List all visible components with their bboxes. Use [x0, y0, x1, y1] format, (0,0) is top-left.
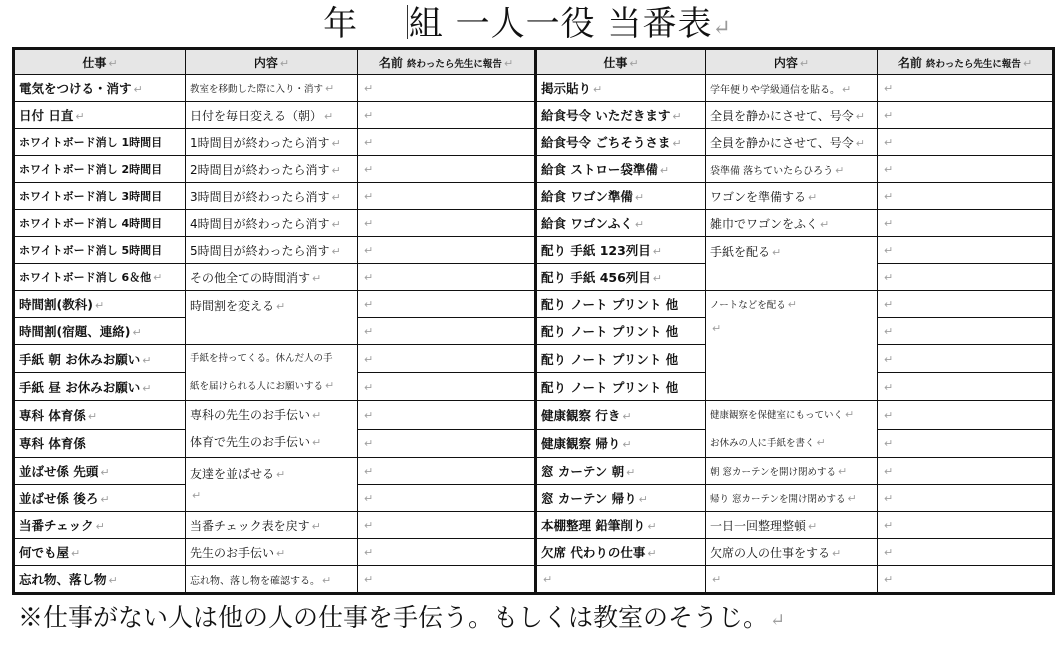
header-content: 内容 ↵: [186, 49, 358, 75]
table-row: [14, 401, 1054, 430]
paragraph-mark-icon: ↵: [712, 16, 732, 41]
job-cell: 健康観察 帰り ↵: [536, 429, 706, 458]
name-cell[interactable]: ↵: [358, 566, 536, 594]
job-cell: 給食 ストロー袋準備 ↵: [536, 156, 706, 183]
job-cell: ホワイトボード消し 2時間目: [14, 156, 186, 183]
name-cell[interactable]: ↵: [358, 429, 536, 458]
job-cell: 忘れ物、落し物 ↵: [14, 566, 186, 594]
job-cell: 配り ノート プリント 他: [536, 373, 706, 401]
content-cell: ↵: [706, 566, 878, 594]
job-cell: 手紙 昼 お休みお願い ↵: [14, 373, 186, 401]
name-cell[interactable]: ↵: [358, 102, 536, 129]
name-cell[interactable]: ↵: [878, 539, 1054, 566]
name-cell[interactable]: ↵: [878, 318, 1054, 345]
job-cell: 時間割(宿題、連絡) ↵: [14, 318, 186, 345]
name-cell[interactable]: ↵: [358, 458, 536, 485]
job-cell: 当番チェック ↵: [14, 512, 186, 539]
table-row: [14, 485, 1054, 512]
name-cell[interactable]: ↵: [358, 373, 536, 401]
job-cell: 給食 ワゴン準備 ↵: [536, 183, 706, 210]
job-cell: 配り ノート プリント 他: [536, 345, 706, 373]
content-cell: 袋準備 落ちていたらひろう ↵: [706, 156, 878, 183]
job-cell: ホワイトボード消し 1時間目: [14, 129, 186, 156]
name-cell[interactable]: ↵: [358, 129, 536, 156]
content-cell: 日付を毎日変える（朝） ↵: [186, 102, 358, 129]
job-cell: 専科 体育係: [14, 429, 186, 458]
table-row: [14, 183, 1054, 210]
table-row: [14, 458, 1054, 485]
job-cell: ホワイトボード消し 5時間目: [14, 237, 186, 264]
job-cell: 掲示貼り ↵: [536, 75, 706, 102]
table-header-row: [14, 49, 1054, 75]
name-cell[interactable]: ↵: [358, 210, 536, 237]
name-cell[interactable]: ↵: [358, 183, 536, 210]
job-cell: 給食号令 ごちそうさま ↵: [536, 129, 706, 156]
table-row: [14, 210, 1054, 237]
job-cell: 並ばせ係 先頭 ↵: [14, 458, 186, 485]
page-title: [0, 2, 1055, 51]
content-cell: 学年便りや学級通信を貼る。 ↵: [706, 75, 878, 102]
name-cell[interactable]: ↵: [358, 485, 536, 512]
table-row: [14, 373, 1054, 401]
content-cell: 教室を移動した際に入り・消す ↵: [186, 75, 358, 102]
content-cell: 当番チェック表を戻す ↵: [186, 512, 358, 539]
content-cell: 専科の先生のお手伝い ↵ 体育で先生のお手伝い ↵: [186, 401, 358, 458]
job-cell: 時間割(教科) ↵: [14, 291, 186, 318]
name-cell[interactable]: ↵: [358, 345, 536, 373]
table-row: [14, 318, 1054, 345]
table-row: [14, 345, 1054, 373]
header-name-2: 名前 終わったら先生に報告 ↵: [878, 49, 1054, 75]
job-cell: ホワイトボード消し 3時間目: [14, 183, 186, 210]
name-cell[interactable]: ↵: [878, 458, 1054, 485]
name-cell[interactable]: ↵: [878, 566, 1054, 594]
content-cell: 時間割を変える ↵: [186, 291, 358, 345]
table-row: [14, 129, 1054, 156]
content-cell: ワゴンを準備する ↵: [706, 183, 878, 210]
name-cell[interactable]: ↵: [878, 156, 1054, 183]
job-cell: 配り 手紙 456列目 ↵: [536, 264, 706, 291]
job-cell: 欠席 代わりの仕事 ↵: [536, 539, 706, 566]
header-name: 名前 終わったら先生に報告 ↵: [358, 49, 536, 75]
content-cell: 一日一回整理整頓 ↵: [706, 512, 878, 539]
name-cell[interactable]: ↵: [878, 102, 1054, 129]
table-row: [14, 291, 1054, 318]
duty-table: [12, 47, 1055, 595]
content-cell: 先生のお手伝い ↵: [186, 539, 358, 566]
title-year: 年: [323, 4, 359, 44]
job-cell: 専科 体育係 ↵: [14, 401, 186, 430]
table-row: [14, 566, 1054, 594]
name-cell[interactable]: ↵: [358, 156, 536, 183]
content-cell: 手紙を持ってくる。休んだ人の手 紙を届けられる人にお願いする ↵: [186, 345, 358, 401]
content-cell: 全員を静かにさせて、号令 ↵: [706, 102, 878, 129]
name-cell[interactable]: ↵: [878, 345, 1054, 373]
text-cursor: [407, 5, 408, 39]
name-cell[interactable]: ↵: [358, 291, 536, 318]
table-row: [14, 512, 1054, 539]
name-cell[interactable]: ↵: [878, 237, 1054, 264]
content-cell: 雑巾でワゴンをふく ↵: [706, 210, 878, 237]
content-cell: ノートなどを配る ↵ ↵: [706, 291, 878, 401]
name-cell[interactable]: ↵: [878, 183, 1054, 210]
job-cell: ホワイトボード消し 6＆他 ↵: [14, 264, 186, 291]
name-cell[interactable]: ↵: [878, 291, 1054, 318]
name-cell[interactable]: ↵: [878, 210, 1054, 237]
content-cell: 友達を並ばせる ↵ ↵: [186, 458, 358, 512]
name-cell[interactable]: ↵: [878, 129, 1054, 156]
table-row: [14, 237, 1054, 264]
footnote: ※仕事がない人は他の人の仕事を手伝う。もしくは教室のそうじ。 ↵: [18, 603, 786, 632]
name-cell[interactable]: ↵: [358, 237, 536, 264]
job-cell: ↵: [536, 566, 706, 594]
header-job: 仕事 ↵: [14, 49, 186, 75]
content-cell: 健康観察を保健室にもっていく ↵ お休みの人に手紙を書く ↵: [706, 401, 878, 458]
job-cell: 給食 ワゴンふく ↵: [536, 210, 706, 237]
content-cell: 1時間目が終わったら消す ↵: [186, 129, 358, 156]
job-cell: ホワイトボード消し 4時間目: [14, 210, 186, 237]
job-cell: 健康観察 行き ↵: [536, 401, 706, 430]
job-cell: 並ばせ係 後ろ ↵: [14, 485, 186, 512]
title-text: 組 一人一役 当番表: [408, 4, 713, 44]
content-cell: 帰り 窓カーテンを開け閉めする ↵: [706, 485, 878, 512]
content-cell: 忘れ物、落し物を確認する。 ↵: [186, 566, 358, 594]
job-cell: 配り ノート プリント 他: [536, 291, 706, 318]
content-cell: 全員を静かにさせて、号令 ↵: [706, 129, 878, 156]
job-cell: 配り 手紙 123列目 ↵: [536, 237, 706, 264]
job-cell: 配り ノート プリント 他: [536, 318, 706, 345]
content-cell: 手紙を配る ↵: [706, 237, 878, 291]
job-cell: 給食号令 いただきます ↵: [536, 102, 706, 129]
name-cell[interactable]: ↵: [878, 373, 1054, 401]
name-cell[interactable]: ↵: [878, 429, 1054, 458]
name-cell[interactable]: ↵: [358, 539, 536, 566]
job-cell: 何でも屋 ↵: [14, 539, 186, 566]
table-row: [14, 539, 1054, 566]
content-cell: 3時間目が終わったら消す ↵: [186, 183, 358, 210]
name-cell[interactable]: ↵: [358, 264, 536, 291]
name-cell[interactable]: ↵: [878, 401, 1054, 430]
name-cell[interactable]: ↵: [878, 512, 1054, 539]
job-cell: 窓 カーテン 帰り ↵: [536, 485, 706, 512]
table-row: [14, 264, 1054, 291]
job-cell: 手紙 朝 お休みお願い ↵: [14, 345, 186, 373]
job-cell: 日付 日直 ↵: [14, 102, 186, 129]
name-cell[interactable]: ↵: [358, 512, 536, 539]
name-cell[interactable]: ↵: [358, 401, 536, 430]
name-cell[interactable]: ↵: [878, 264, 1054, 291]
job-cell: 電気をつける・消す ↵: [14, 75, 186, 102]
content-cell: 2時間目が終わったら消す ↵: [186, 156, 358, 183]
name-cell[interactable]: ↵: [358, 318, 536, 345]
header-job-2: 仕事 ↵: [536, 49, 706, 75]
content-cell: 朝 窓カーテンを開け閉めする ↵: [706, 458, 878, 485]
job-cell: 本棚整理 鉛筆削り ↵: [536, 512, 706, 539]
name-cell[interactable]: ↵: [878, 485, 1054, 512]
name-cell[interactable]: ↵: [878, 75, 1054, 102]
content-cell: 欠席の人の仕事をする ↵: [706, 539, 878, 566]
table-row: [14, 429, 1054, 458]
table-row: [14, 102, 1054, 129]
content-cell: 4時間目が終わったら消す ↵: [186, 210, 358, 237]
header-content-2: 内容 ↵: [706, 49, 878, 75]
table-row: [14, 156, 1054, 183]
content-cell: 5時間目が終わったら消す ↵: [186, 237, 358, 264]
name-cell[interactable]: ↵: [358, 75, 536, 102]
content-cell: その他全ての時間消す ↵: [186, 264, 358, 291]
job-cell: 窓 カーテン 朝 ↵: [536, 458, 706, 485]
table-row: [14, 75, 1054, 102]
